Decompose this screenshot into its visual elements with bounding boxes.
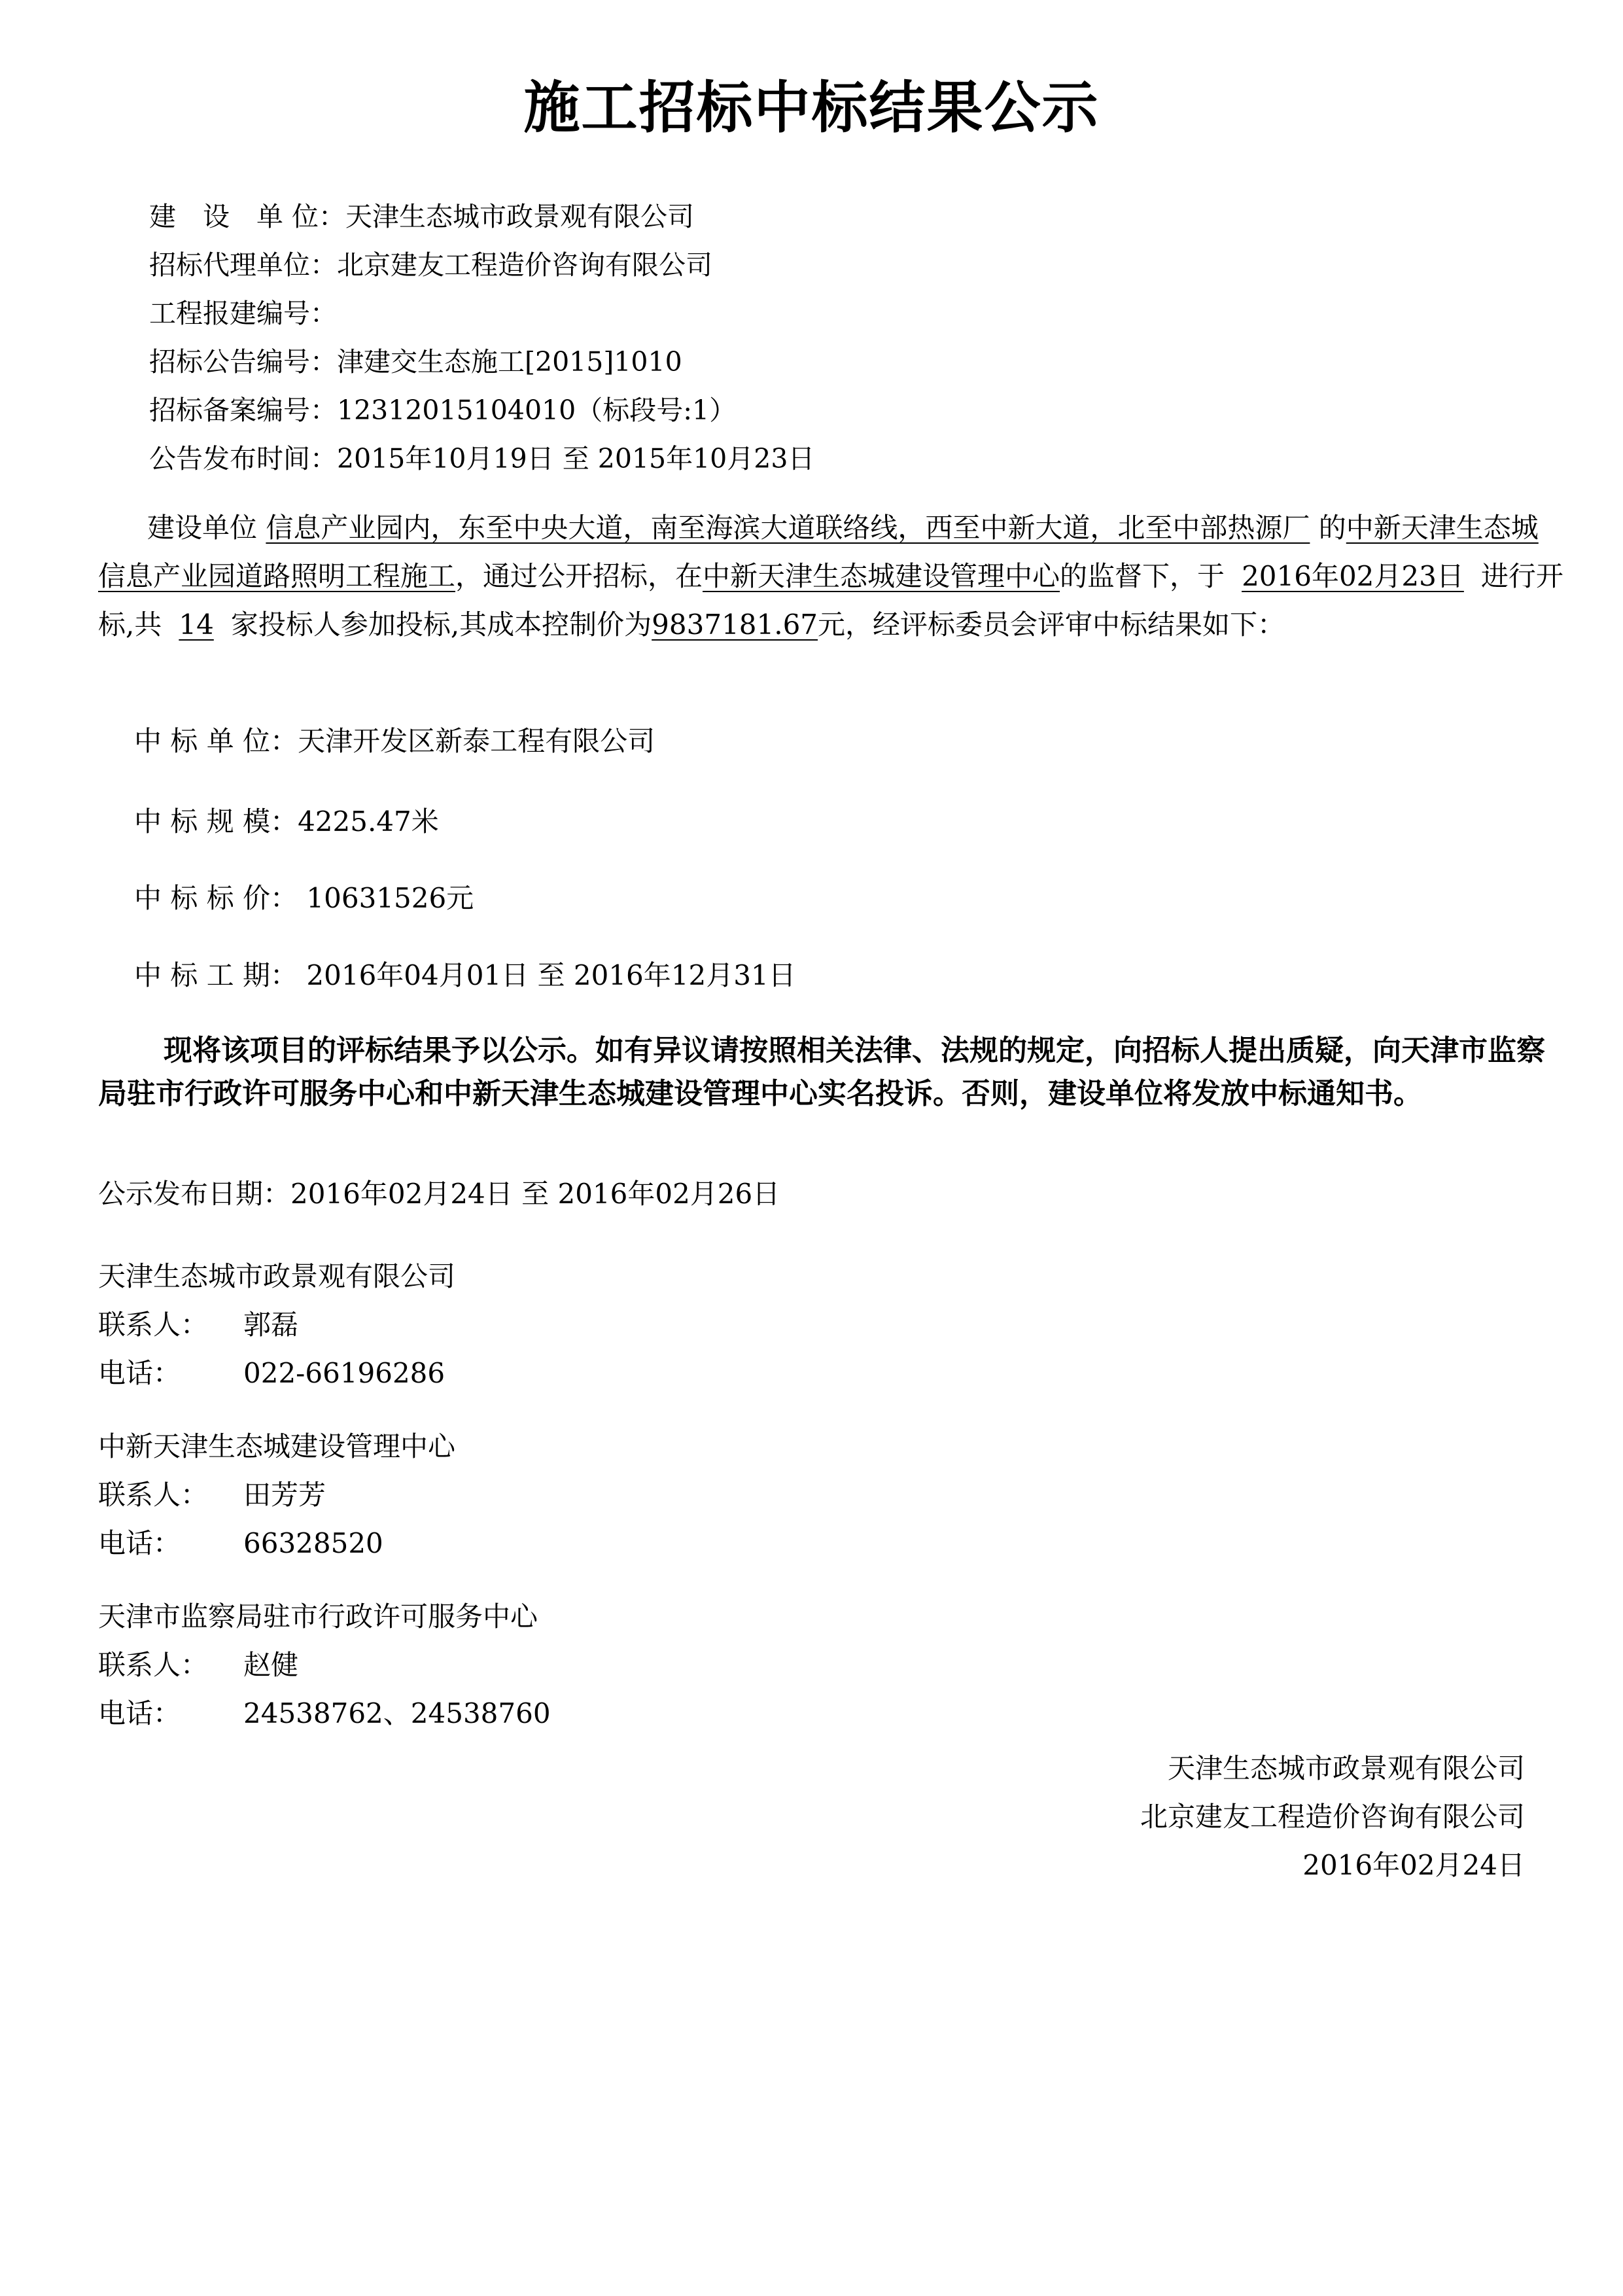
contact-phone: 022-66196286 bbox=[243, 1357, 445, 1389]
info-label: 公告发布时间： bbox=[149, 443, 337, 474]
contact-phone-row bbox=[98, 1692, 551, 1731]
contact-org: 中新天津生态城建设管理中心 bbox=[98, 1430, 456, 1462]
info-value: 津建交生态施工[2015]1010 bbox=[337, 346, 682, 378]
info-value: 北京建友工程造价咨询有限公司 bbox=[337, 249, 712, 281]
supervisor-name: 中新天津生态城建设管理中心 bbox=[703, 560, 1060, 592]
info-row-registration bbox=[149, 292, 337, 330]
open-date: 2016年02月23日 bbox=[1242, 560, 1464, 592]
page-title: 施工招标中标结果公示 bbox=[523, 75, 1100, 141]
signature-date: 2016年02月24日 bbox=[1302, 1849, 1525, 1881]
info-value: 2015年10月19日 至 2015年10月23日 bbox=[337, 443, 815, 474]
contact-phone: 66328520 bbox=[243, 1527, 383, 1559]
info-label: 工程报建编号： bbox=[149, 298, 337, 329]
intro-text: 建设单位 bbox=[147, 512, 258, 544]
signature-org-1: 天津生态城市政景观有限公司 bbox=[1167, 1752, 1525, 1784]
intro-text: 的 bbox=[1318, 512, 1346, 544]
info-value: 12312015104010（标段号:1） bbox=[337, 395, 737, 426]
info-label: 招标代理单位： bbox=[149, 249, 337, 281]
project-name: 中新天津生态城信息产业园道路照明工程施工 bbox=[98, 512, 1539, 592]
intro-text: 的监督下，于 bbox=[1060, 560, 1225, 592]
result-row-price bbox=[134, 877, 474, 916]
info-label: 招标备案编号： bbox=[149, 395, 337, 426]
result-value: 4225.47米 bbox=[298, 805, 439, 838]
result-label: 中 标 单 位： bbox=[134, 725, 298, 757]
info-row-announcement-no bbox=[149, 340, 682, 379]
publish-period: 公示发布日期：2016年02月24日 至 2016年02月26日 bbox=[98, 1178, 780, 1210]
info-row-publish-time bbox=[149, 437, 814, 476]
intro-text: 元，经评标委员会评审中标结果如下： bbox=[818, 609, 1285, 641]
project-location: 信息产业园内，东至中央大道，南至海滨大道联络线，西至中新大道，北至中部热源厂 bbox=[266, 512, 1310, 544]
objection-notice: 现将该项目的评标结果予以公示。如有异议请按照相关法律、法规的规定，向招标人提出质疑，向天津市监察局驻市行政许可服务中心和中新天津生态城建设管理中心实名投诉。否则，建设单位将发放中标通知书。 bbox=[98, 1034, 1545, 1110]
contact-org: 天津市监察局驻市行政许可服务中心 bbox=[98, 1600, 538, 1633]
info-row-agent bbox=[149, 243, 712, 282]
info-label: 建 设 单 位： bbox=[149, 201, 346, 232]
result-value: 10631526元 bbox=[298, 882, 474, 914]
result-row-scale bbox=[134, 800, 439, 839]
contact-phone: 24538762、24538760 bbox=[243, 1697, 551, 1729]
contact-person-row bbox=[98, 1474, 326, 1513]
contact-person-row bbox=[98, 1303, 298, 1343]
result-label: 中 标 标 价： bbox=[134, 882, 298, 914]
info-value: 天津生态城市政景观有限公司 bbox=[345, 201, 695, 232]
contact-person-label: 联系人： bbox=[98, 1649, 209, 1681]
contact-person-label: 联系人： bbox=[98, 1309, 209, 1341]
info-row-builder bbox=[149, 195, 694, 234]
result-value: 2016年04月01日 至 2016年12月31日 bbox=[298, 959, 796, 991]
contact-phone-label: 电话： bbox=[98, 1697, 181, 1729]
result-row-winner bbox=[134, 720, 655, 759]
intro-text: 家投标人参加投标,其成本控制价为 bbox=[230, 609, 652, 641]
info-row-filing-no bbox=[149, 389, 736, 427]
intro-paragraph bbox=[98, 504, 1563, 649]
contact-org: 天津生态城市政景观有限公司 bbox=[98, 1260, 456, 1292]
signature-org-2: 北京建友工程造价咨询有限公司 bbox=[1140, 1801, 1525, 1833]
contact-phone-row bbox=[98, 1522, 383, 1561]
contact-phone-label: 电话： bbox=[98, 1527, 181, 1559]
contact-person: 田芳芳 bbox=[243, 1479, 326, 1511]
result-label: 中 标 规 模： bbox=[134, 805, 298, 838]
result-row-duration bbox=[134, 954, 796, 993]
bidder-count: 14 bbox=[179, 609, 214, 641]
intro-text: ，通过公开招标，在 bbox=[455, 560, 703, 592]
cost-control-price: 9837181.67 bbox=[652, 609, 818, 641]
contact-person: 赵健 bbox=[243, 1649, 299, 1681]
result-value: 天津开发区新泰工程有限公司 bbox=[298, 725, 655, 757]
contact-person: 郭磊 bbox=[243, 1309, 299, 1341]
contact-phone-row bbox=[98, 1352, 445, 1391]
result-label: 中 标 工 期： bbox=[134, 959, 298, 991]
contact-phone-label: 电话： bbox=[98, 1357, 181, 1389]
contact-person-row bbox=[98, 1644, 298, 1683]
intro-text: 进行开标,共 bbox=[98, 560, 1563, 641]
info-label: 招标公告编号： bbox=[149, 346, 337, 378]
contact-person-label: 联系人： bbox=[98, 1479, 209, 1511]
